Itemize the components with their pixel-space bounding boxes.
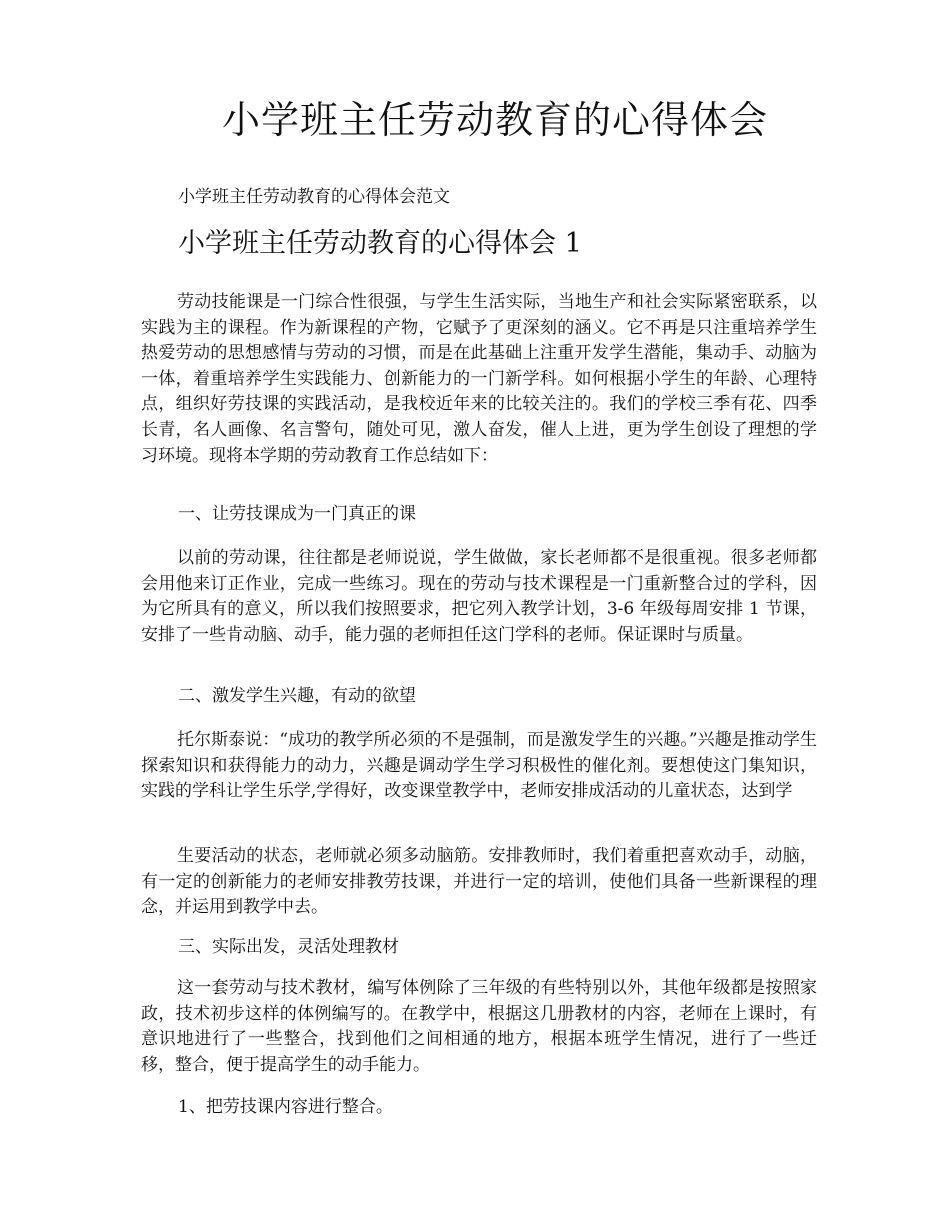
section-heading: 小学班主任劳动教育的心得体会 1 [178,228,582,259]
subheading-3: 三、实际出发，灵活处理教材 [178,937,399,957]
paragraph-5: 这一套劳动与技术教材，编写体例除了三年级的有些特别以外，其他年级都是按照家政，技术初步这样的体例编写的。在教学中，根据这几册教材的内容，老师在上课时，有意识地进行了一些整合，找到他们之间相通的地方，根据本班学生情况，进行了一些迁移，整合，便于提高学生的动手能力。 [141,978,817,1075]
document-subtitle: 小学班主任劳动教育的心得体会范文 [178,187,450,207]
paragraph-2: 以前的劳动课，往往都是老师说说，学生做做，家长老师都不是很重视。很多老师都会用他来订正作业，完成一些练习。现在的劳动与技术课程是一门重新整合过的学科，因为它所具有的意义，所以我们按照要求，把它列入教学计划，3-6 年级每周安排 1 节课，安排了一些肯动脑、动手，能力强的老师担任这门学科的老师。保证课时与质量。 [141,548,817,645]
subheading-2: 二、激发学生兴趣，有动的欲望 [178,686,416,706]
subheading-4: 1、把劳技课内容进行整合。 [178,1097,393,1117]
paragraph-intro: 劳动技能课是一门综合性很强，与学生生活实际，当地生产和社会实际紧密联系，以实践为主的课程。作为新课程的产物，它赋予了更深刻的涵义。它不再是只注重培养学生热爱劳动的思想感情与劳动的习惯，而是在此基础上注重开发学生潜能，集动手、动脑为一体，着重培养学生实践能力、创新能力的一门新学科。如何根据小学生的年龄、心理特点，组织好劳技课的实践活动，是我校近年来的比较关注的。我们的学校三季有花、四季长青，名人画像、名言警句，随处可见，激人奋发，催人上进，更为学生创设了理想的学习环境。现将本学期的劳动教育工作总结如下： [141,292,817,466]
paragraph-3: 托尔斯泰说：“成功的教学所必须的不是强制，而是激发学生的兴趣。”兴趣是推动学生探索知识和获得能力的动力，兴趣是调动学生学习积极性的催化剂。要想使这门集知识，实践的学科让学生乐学,学得好，改变课堂教学中，老师安排成活动的儿童状态，达到学 [141,730,817,802]
document-title: 小学班主任劳动教育的心得体会 [221,98,768,142]
subheading-1: 一、让劳技课成为一门真正的课 [178,504,416,524]
paragraph-4: 生要活动的状态，老师就必须多动脑筋。安排教师时，我们着重把喜欢动手，动脑，有一定的创新能力的老师安排教劳技课，并进行一定的培训，使他们具备一些新课程的理念，并运用到教学中去。 [141,846,817,918]
